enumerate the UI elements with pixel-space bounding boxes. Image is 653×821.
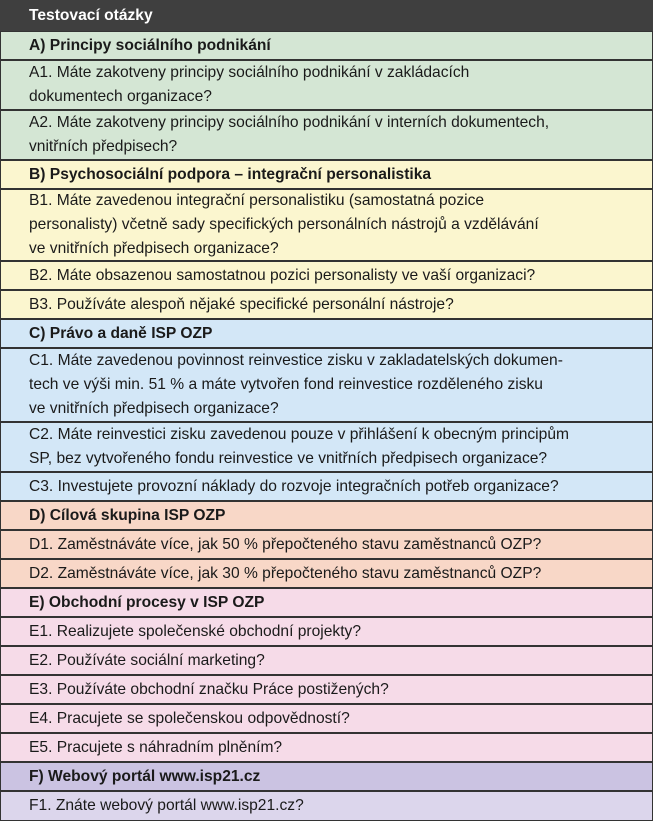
question-text-line: E1. Realizujete společenské obchodní projekty? (29, 622, 362, 640)
section-header (0, 501, 653, 530)
question-row (0, 472, 653, 501)
question-text-line: E2. Používáte sociální marketing? (29, 651, 265, 669)
question-row (0, 290, 653, 319)
question-row (0, 110, 653, 160)
question-row (0, 704, 653, 733)
question-row (0, 348, 653, 422)
section-header-text: A) Principy sociálního podnikání (29, 36, 271, 54)
section-header (0, 160, 653, 189)
question-row (0, 646, 653, 675)
section-header (0, 31, 653, 60)
section-header-text: E) Obchodní procesy v ISP OZP (29, 593, 265, 611)
question-row (0, 189, 653, 261)
section-header (0, 762, 653, 791)
question-text-line: E4. Pracujete se společenskou odpovědností? (29, 709, 350, 727)
question-text-line: ve vnitřních předpisech organizace? (29, 240, 279, 257)
question-text-line: B2. Máte obsazenou samostatnou pozici personalisty ve vaší organizaci? (29, 266, 536, 284)
section-header-text: D) Cílová skupina ISP OZP (29, 506, 226, 524)
question-text-line: C1. Máte zavedenou povinnost reinvestice zisku v zakladatelských dokumen- (29, 352, 563, 369)
question-row (0, 617, 653, 646)
section-header-text: C) Právo a daně ISP OZP (29, 324, 213, 342)
question-text-line: A2. Máte zakotveny principy sociálního podnikání v interních dokumentech, (29, 114, 550, 131)
section-header-text: B) Psychosociální podpora – integrační personalistika (29, 165, 432, 183)
table-title-text: Testovací otázky (29, 6, 153, 24)
question-text-line: dokumentech organizace? (29, 88, 212, 105)
question-text-line: D2. Zaměstnáváte více, jak 30 % přepočteného stavu zaměstnanců OZP? (29, 564, 542, 582)
question-text-line: vnitřních předpisech? (29, 138, 178, 155)
question-row (0, 261, 653, 290)
question-text-line: A1. Máte zakotveny principy sociálního podnikání v zakládacích (29, 64, 470, 81)
question-text-line: personalisty) včetně sady specifických personálních nástrojů a vzdělávání (29, 216, 539, 233)
question-text-line: ve vnitřních předpisech organizace? (29, 400, 279, 417)
question-text-line: C3. Investujete provozní náklady do rozvoje integračních potřeb organizace? (29, 477, 559, 495)
section-header-text: F) Webový portál www.isp21.cz (29, 767, 261, 785)
question-text-line: E3. Používáte obchodní značku Práce postižených? (29, 680, 389, 698)
question-row (0, 559, 653, 588)
section-header (0, 588, 653, 617)
section-header (0, 319, 653, 348)
question-row (0, 791, 653, 821)
question-text-line: B1. Máte zavedenou integrační personalistiku (samostatná pozice (29, 192, 485, 209)
question-text-line: C2. Máte reinvestici zisku zavedenou pouze v přihlášení k obecným principům (29, 426, 569, 443)
table-title (0, 0, 653, 31)
question-text-line: F1. Znáte webový portál www.isp21.cz? (29, 797, 304, 814)
question-row (0, 733, 653, 762)
question-row (0, 675, 653, 704)
question-text-line: SP, bez vytvořeného fondu reinvestice ve vnitřních předpisech organizace? (29, 450, 548, 467)
question-row (0, 422, 653, 472)
question-row (0, 530, 653, 559)
question-text-line: D1. Zaměstnáváte více, jak 50 % přepočteného stavu zaměstnanců OZP? (29, 535, 542, 553)
question-text-line: B3. Používáte alespoň nějaké specifické personální nástroje? (29, 295, 454, 313)
question-text-line: tech ve výši min. 51 % a máte vytvořen fond reinvestice rozděleného zisku (29, 376, 543, 393)
question-row (0, 60, 653, 110)
question-text-line: E5. Pracujete s náhradním plněním? (29, 738, 283, 756)
